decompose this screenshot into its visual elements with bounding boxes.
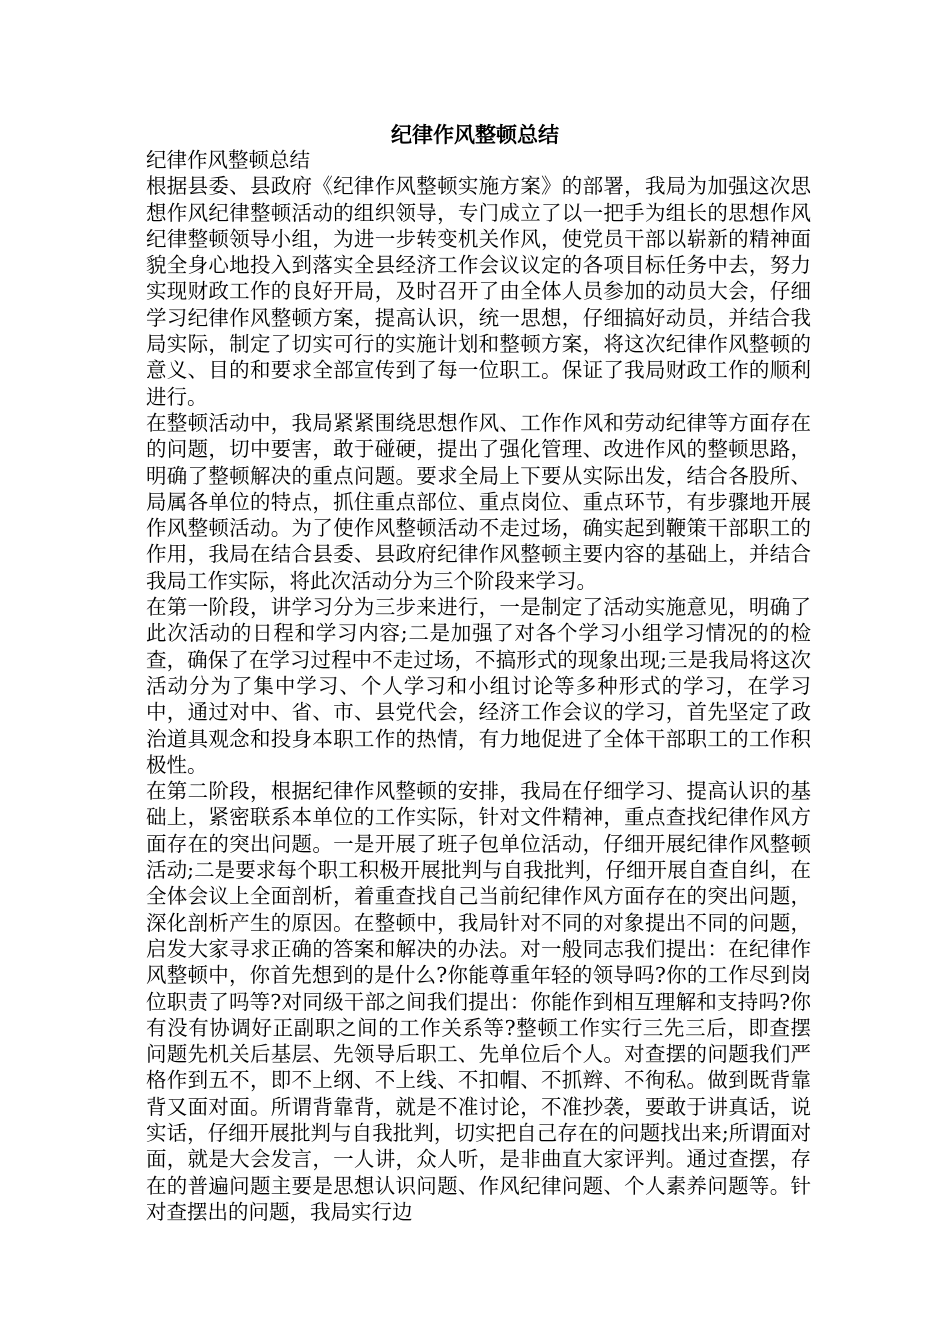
document-subtitle: 纪律作风整顿总结 [146, 148, 310, 172]
paragraph-3: 在第一阶段，讲学习分为三步来进行，一是制定了活动实施意见，明确了此次活动的日程和学习内容;二是加强了对各个学习小组学习情况的的检查，确保了在学习过程中不走过场，不搞形式的现象出现;三是我局将这次活动分为了集中学习、个人学习和小组讨论等多种形式的学习，在学习中，通过对中、省、市、县党代会，经济工作会议的学习，首先坚定了政治道具观念和投身本职工作的热情，有力地促进了全体干部职工的工作积极性。 [146, 595, 811, 777]
paragraph-1: 根据县委、县政府《纪律作风整顿实施方案》的部署，我局为加强这次思想作风纪律整顿活动的组织领导，专门成立了以一把手为组长的思想作风纪律整顿领导小组，为进一步转变机关作风，使党员干部以崭新的精神面貌全身心地投入到落实全县经济工作会议议定的各项目标任务中去，努力实现财政工作的良好开局，及时召开了由全体人员参加的动员大会，仔细学习纪律作风整顿方案，提高认识，统一思想，仔细搞好动员，并结合我局实际，制定了切实可行的实施计划和整顿方案，将这次纪律作风整顿的意义、目的和要求全部宣传到了每一位职工。保证了我局财政工作的顺利进行。 [146, 174, 811, 409]
document-title: 纪律作风整顿总结 [391, 123, 559, 147]
paragraph-4: 在第二阶段，根据纪律作风整顿的安排，我局在仔细学习、提高认识的基础上，紧密联系本单位的工作实际，针对文件精神，重点查找纪律作风方面存在的突出问题。一是开展了班子包单位活动，仔细开展纪律作风整顿活动;二是要求每个职工积极开展批判与自我批判，仔细开展自查自纠，在全体会议上全面剖析，着重查找自己当前纪律作风方面存在的突出问题，深化剖析产生的原因。在整顿中，我局针对不同的对象提出不同的问题，启发大家寻求正确的答案和解决的办法。对一般同志我们提出：在纪律作风整顿中，你首先想到的是什么?你能尊重年轻的领导吗?你的工作尽到岗位职责了吗等?对同级干部之间我们提出：你能作到相互理解和支持吗?你有没有协调好正副职之间的工作关系等?整顿工作实行三先三后，即查摆问题先机关后基层、先领导后职工、先单位后个人。对查摆的问题我们严格作到五不，即不上纲、不上线、不扣帽、不抓辫、不徇私。做到既背靠背又面对面。所谓背靠背，就是不准讨论，不准抄袭，要敢于讲真话，说实话，仔细开展批判与自我批判，切实把自己存在的问题找出来;所谓面对面，就是大会发言，一人讲，众人听，是非曲直大家评判。通过查摆，存在的普遍问题主要是思想认识问题、作风纪律问题、个人素养问题等。针对查摆出的问题，我局实行边 [146, 779, 811, 1224]
paragraph-2: 在整顿活动中，我局紧紧围绕思想作风、工作作风和劳动纪律等方面存在的问题，切中要害，敢于碰硬，提出了强化管理、改进作风的整顿思路，明确了整顿解决的重点问题。要求全局上下要从实际出发，结合各股所、局属各单位的特点，抓住重点部位、重点岗位、重点环节，有步骤地开展作风整顿活动。为了使作风整顿活动不走过场，确实起到鞭策干部职工的作用，我局在结合县委、县政府纪律作风整顿主要内容的基础上，并结合我局工作实际，将此次活动分为三个阶段来学习。 [146, 410, 811, 593]
document-body [146, 147, 811, 1225]
